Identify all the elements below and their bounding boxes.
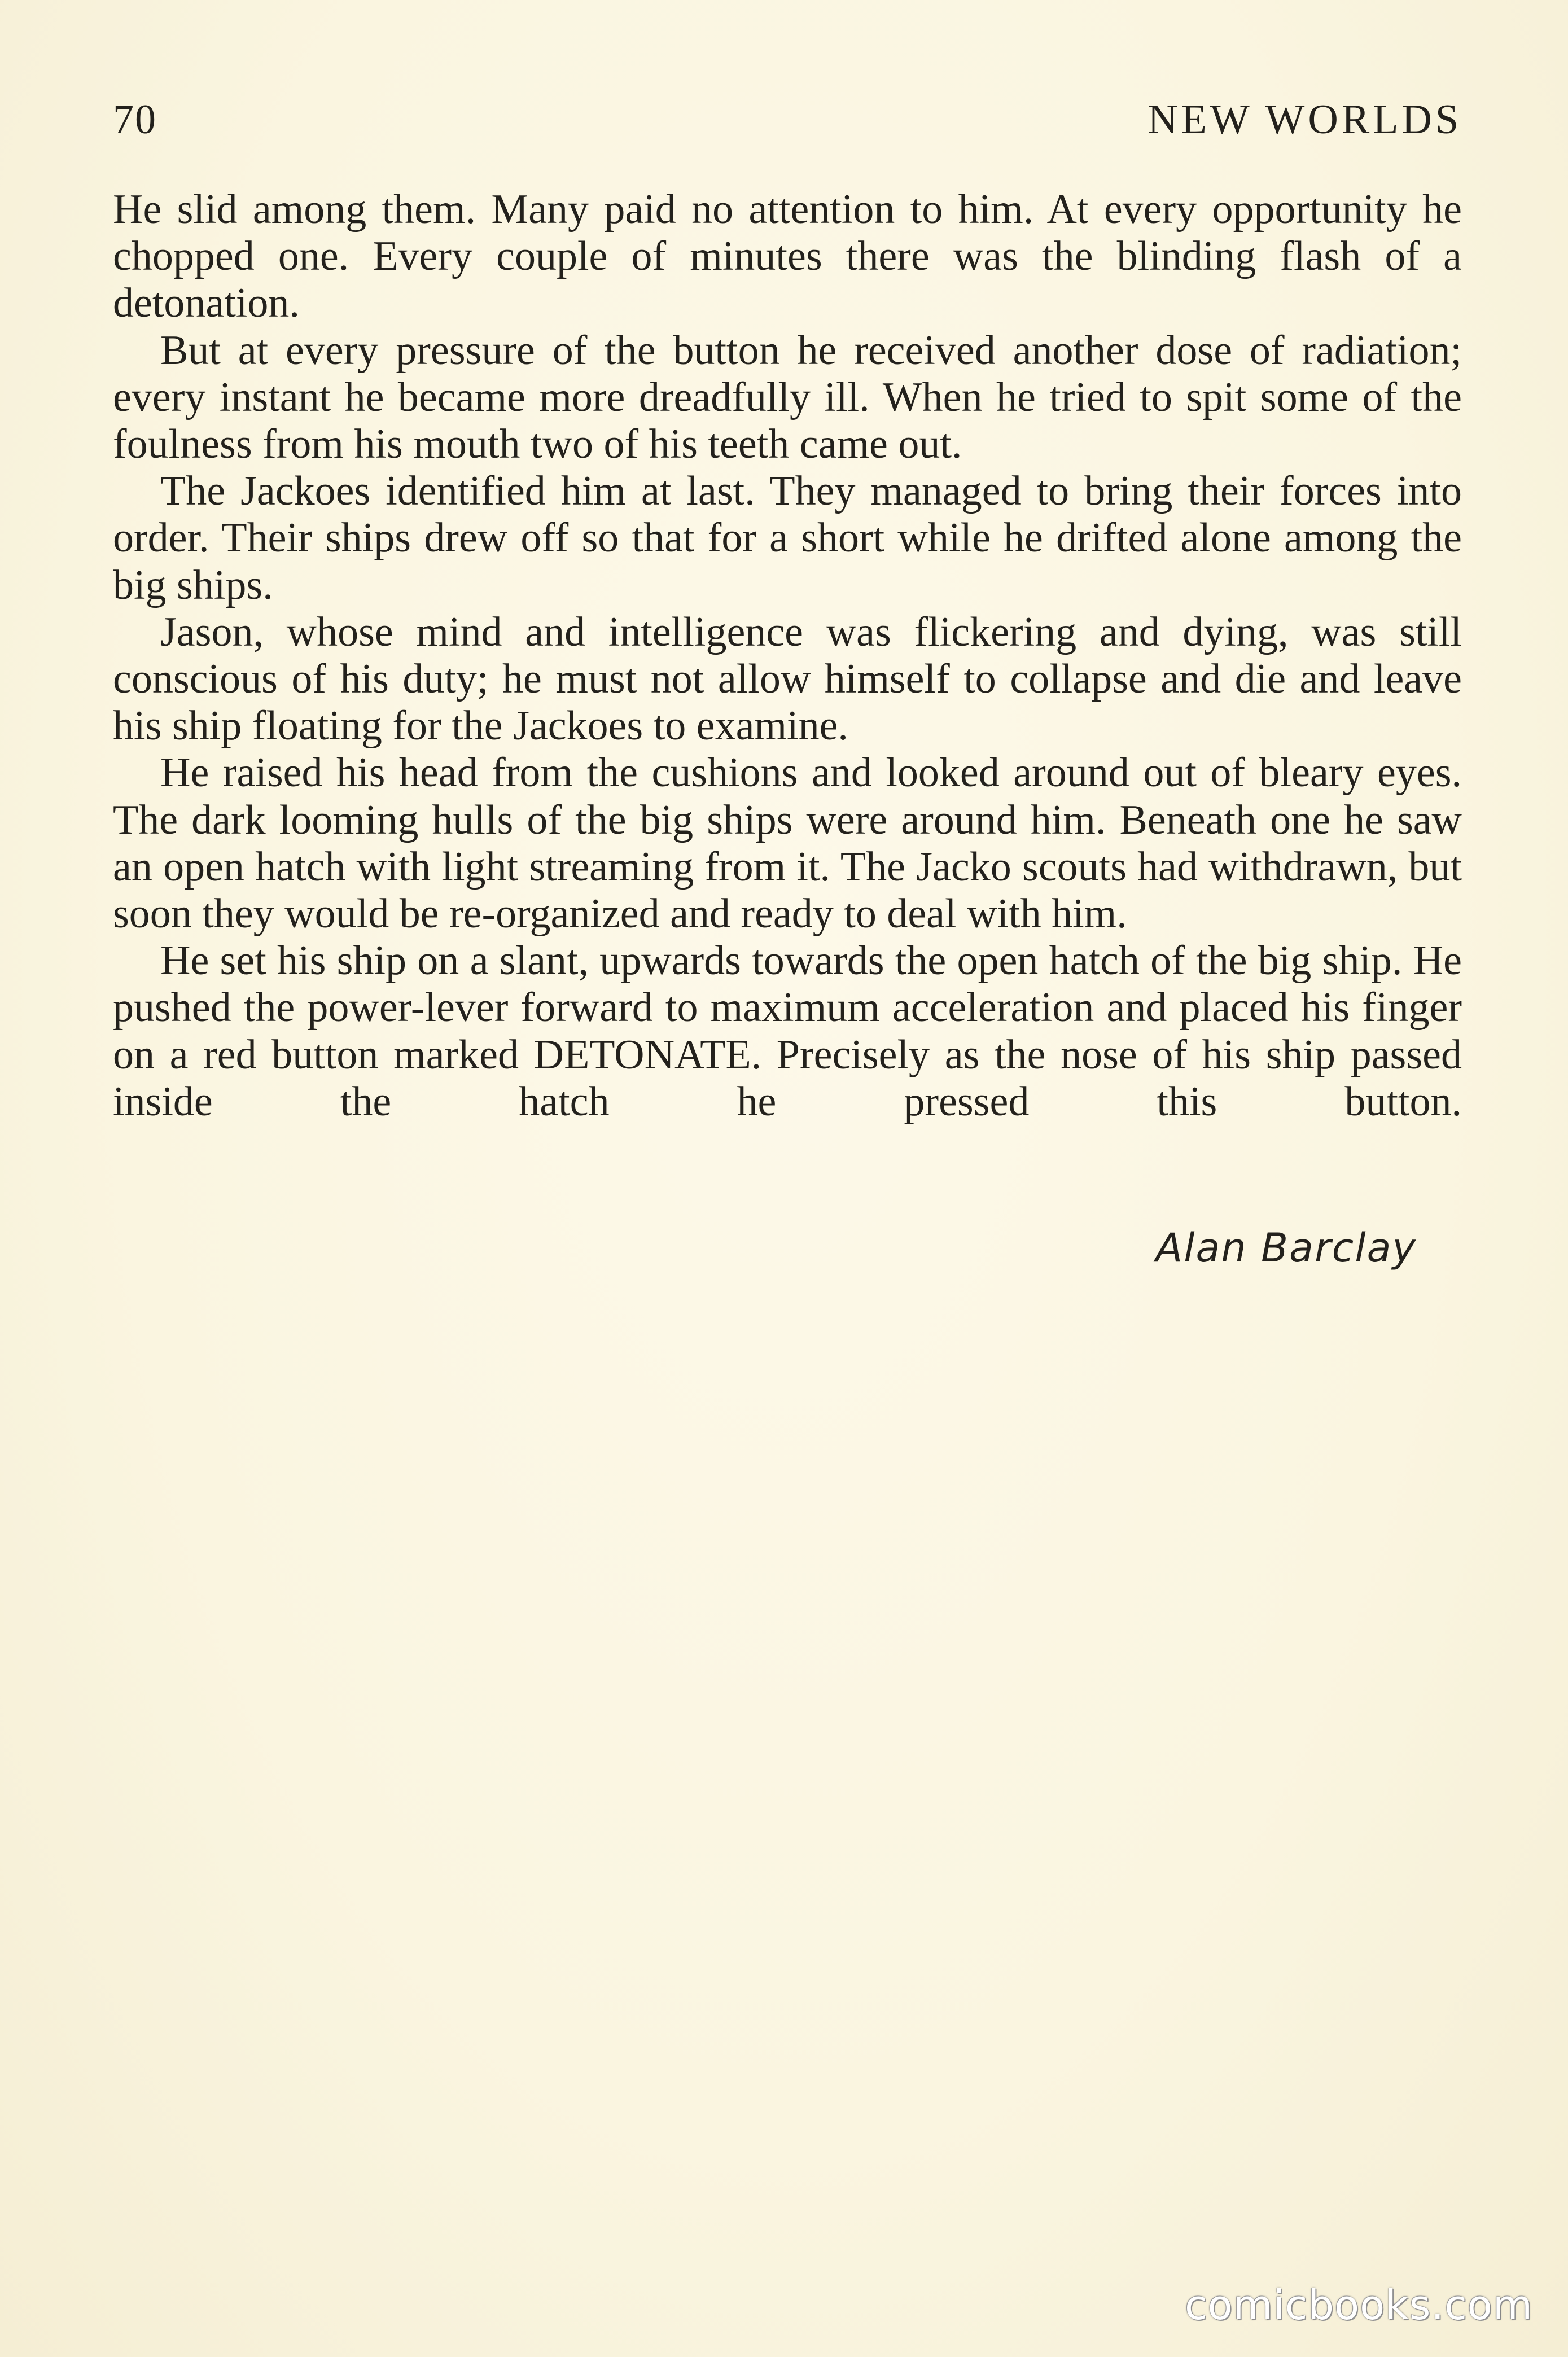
watermark: comicbooks.com xyxy=(1184,2281,1533,2329)
paragraph-1: He slid among them. Many paid no attention to him. At every opportunity he chopped one. Every couple of minutes there was the blinding flash of a detonation. xyxy=(113,186,1462,327)
paragraph-4: Jason, whose mind and intelligence was flickering and dying, was still conscious of his duty; he must not allow himself to collapse and die and leave his ship floating for the Jackoes to examine. xyxy=(113,608,1462,750)
paragraph-3: The Jackoes identified him at last. They managed to bring their forces into order. Their ships drew off so that for a short while he drifted alone among the big ships. xyxy=(113,468,1462,608)
running-head: NEW WORLDS xyxy=(1147,97,1462,143)
paragraph-5: He raised his head from the cushions and looked around out of bleary eyes. The dark looming hulls of the big ships were around him. Beneath one he saw an open hatch with light streaming from it. The Jacko scouts had withdrawn, but soon they would be re-organized and ready to deal with him. xyxy=(113,750,1462,937)
paragraph-6: He set his ship on a slant, upwards towards the open hatch of the big ship. He pushed the power-lever forward to maximum acceleration and placed his finger on a red button marked DETONATE. Precisely as the nose of his ship passed inside the hatch he pressed this button. xyxy=(113,937,1462,1125)
page-header xyxy=(113,96,1462,152)
page-number: 70 xyxy=(113,97,157,143)
story-text xyxy=(113,186,1462,1125)
author-byline: Alan Barclay xyxy=(1155,1225,1417,1271)
paragraph-2: But at every pressure of the button he received another dose of radiation; every instant he became more dreadfully ill. When he tried to spit some of the foulness from his mouth two of his teeth came out. xyxy=(113,327,1462,468)
